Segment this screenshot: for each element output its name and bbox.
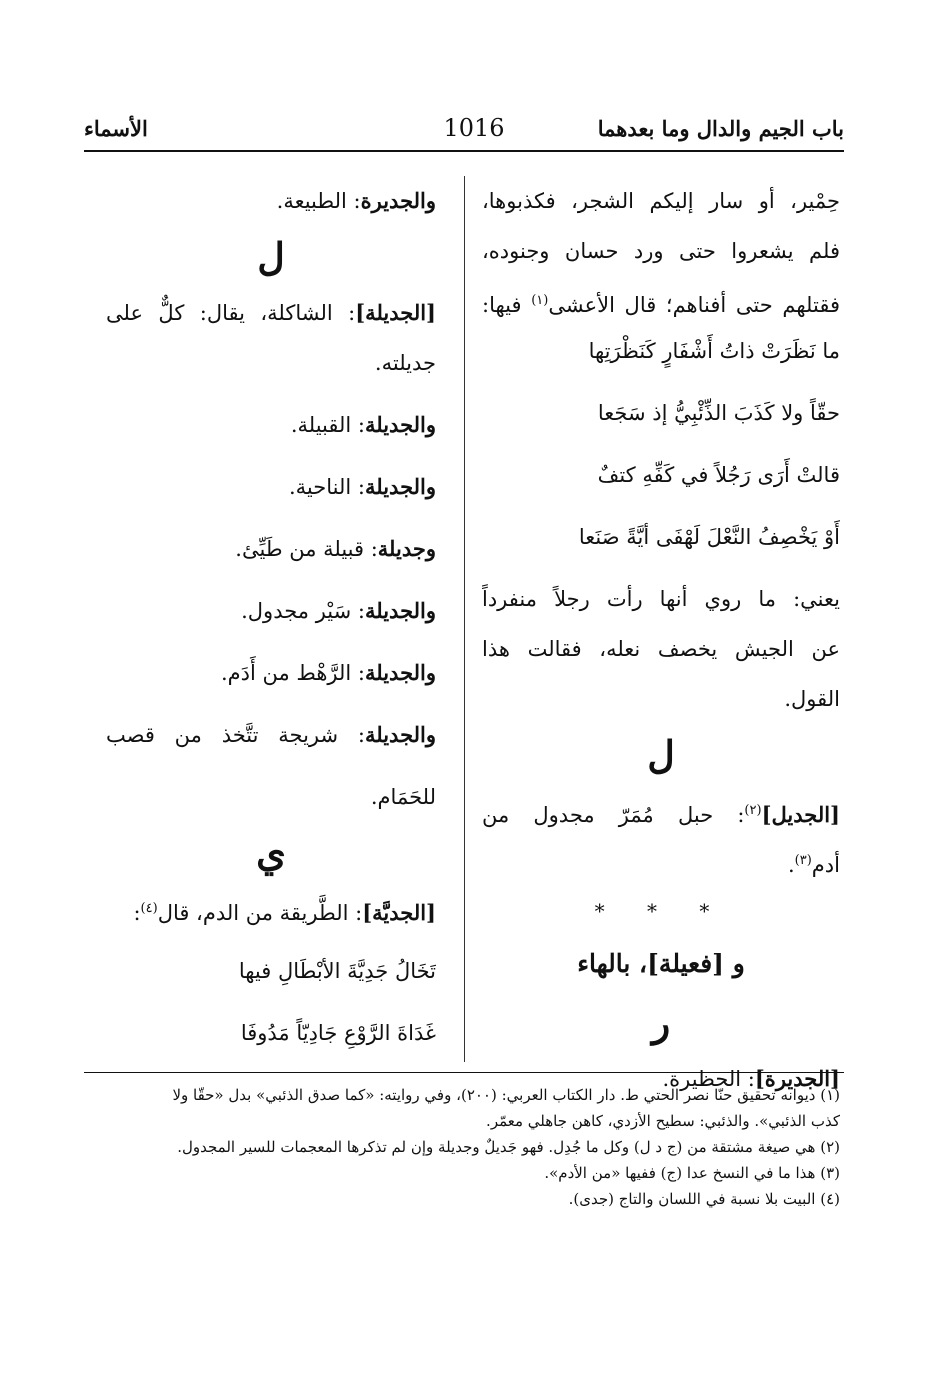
footnote: (١) ديوانه تحقيق حنّا نصر الحتي ط. دار الكتاب العربي: (٢٠٠)، وفي روايته: «كما صدق الذئبي» بدل «حقّا ولا — [172, 1086, 840, 1104]
verse-line: حقّاً ولا كَذَبَ الذِّئْبِيُّ إذ سَجَعا — [597, 401, 840, 425]
verse-line: غَدَاةَ الرَّوْعِ جَادِيّاً مَدُوفَا — [240, 1021, 436, 1045]
text-line: أدم$^{(٣)}$. — [787, 853, 840, 877]
entry-line: وجديلة: قبيلة من طَيِّئ. — [235, 536, 436, 561]
verse-line: أَوْ يَخْصِفُ النَّعْلَ لَهْفَى أيَّةً صَنَعا — [578, 525, 840, 549]
entry-line: [الجديلة]: الشاكلة، يقال: كلٌّ على — [106, 300, 436, 325]
entry-line: [الجديرة]: الحظيرة. — [662, 1066, 840, 1091]
entry-line: والجديرة: الطبيعة. — [276, 188, 436, 213]
section-letter: ي — [256, 830, 286, 875]
text-line: القول. — [784, 687, 840, 711]
entry-line: [الجديل]$^{(٢)}$: حبل مُمَرّ مجدول من — [482, 802, 840, 827]
text-line: جديلته. — [374, 351, 436, 375]
right-column — [482, 176, 840, 1104]
footnote: (٤) البيت بلا نسبة في اللسان والتاج (جدى). — [568, 1190, 840, 1208]
footnote-rule — [84, 1072, 844, 1073]
section-letter: ر — [651, 1000, 671, 1045]
verse-line: تَخَالُ جَدِيَّةَ الأبْطَالِ فيها — [238, 959, 436, 983]
footnote: (٢) هي صيغة مشتقة من (ج د ل) وكل ما جُدِل. فهو جَديلٌ وجديلة وإن لم تذكرها المعجمات للسير المجدول. — [177, 1138, 840, 1156]
column-divider — [464, 176, 465, 1062]
text-line: فلم يشعروا حتى ورد حسان وجنوده، — [482, 239, 840, 263]
text-line: عن الجيش يخصف نعله، فقالت هذا — [482, 637, 840, 661]
entry-line: والجديلة: الناحية. — [289, 474, 436, 499]
text-line: حِمْير، أو سار إليكم الشجر، فكذبوها، — [482, 189, 840, 213]
entry-line: والجديلة: شريجة تتَّخذ من قصب — [106, 722, 436, 747]
page-number: 1016 — [443, 114, 505, 142]
entry-line: [الجديَّة]: الطَّريقة من الدم، قال$^{(٤)}$: — [133, 900, 436, 925]
footnote: (٣) هذا ما في النسخ عدا (ج) ففيها «من الأدم». — [544, 1164, 840, 1182]
section-heading: و [فعيلة]، بالهاء — [577, 949, 745, 978]
verse-line: قالتْ أَرَى رَجُلاً في كَفِّهِ كتفٌ — [597, 463, 840, 487]
footnote: كذب الذئبي». والذئبي: سطيح الأزدي، كاهن جاهلي معمّر. — [486, 1112, 840, 1130]
header-rule — [84, 150, 844, 152]
section-letter: ل — [257, 234, 285, 279]
left-column — [106, 176, 436, 1058]
entry-line: والجديلة: القبيلة. — [290, 412, 436, 437]
entry-line: والجديلة: الرَّهْط من أَدَم. — [220, 660, 436, 685]
text-line: فقتلهم حتى أفناهم؛ قال الأعشى$^{(١)}$ فيها: — [482, 293, 840, 317]
section-letter: ل — [647, 732, 675, 777]
header-section-title: الأسماء — [84, 116, 148, 141]
text-line: للحَمَام. — [370, 785, 436, 809]
header-chapter-title: باب الجيم والدال وما بعدهما — [597, 116, 844, 141]
verse-line: ما نَظَرَتْ ذاتُ أَشْفَارٍ كَنَظْرَتِها — [588, 339, 840, 363]
text-line: يعني: ما روي أنها رأت رجلاً منفرداً — [482, 587, 840, 611]
footnotes — [110, 1082, 840, 1212]
section-stars: * * * — [594, 899, 728, 923]
entry-line: والجديلة: سَيْر مجدول. — [241, 598, 436, 623]
page-header — [84, 112, 844, 152]
